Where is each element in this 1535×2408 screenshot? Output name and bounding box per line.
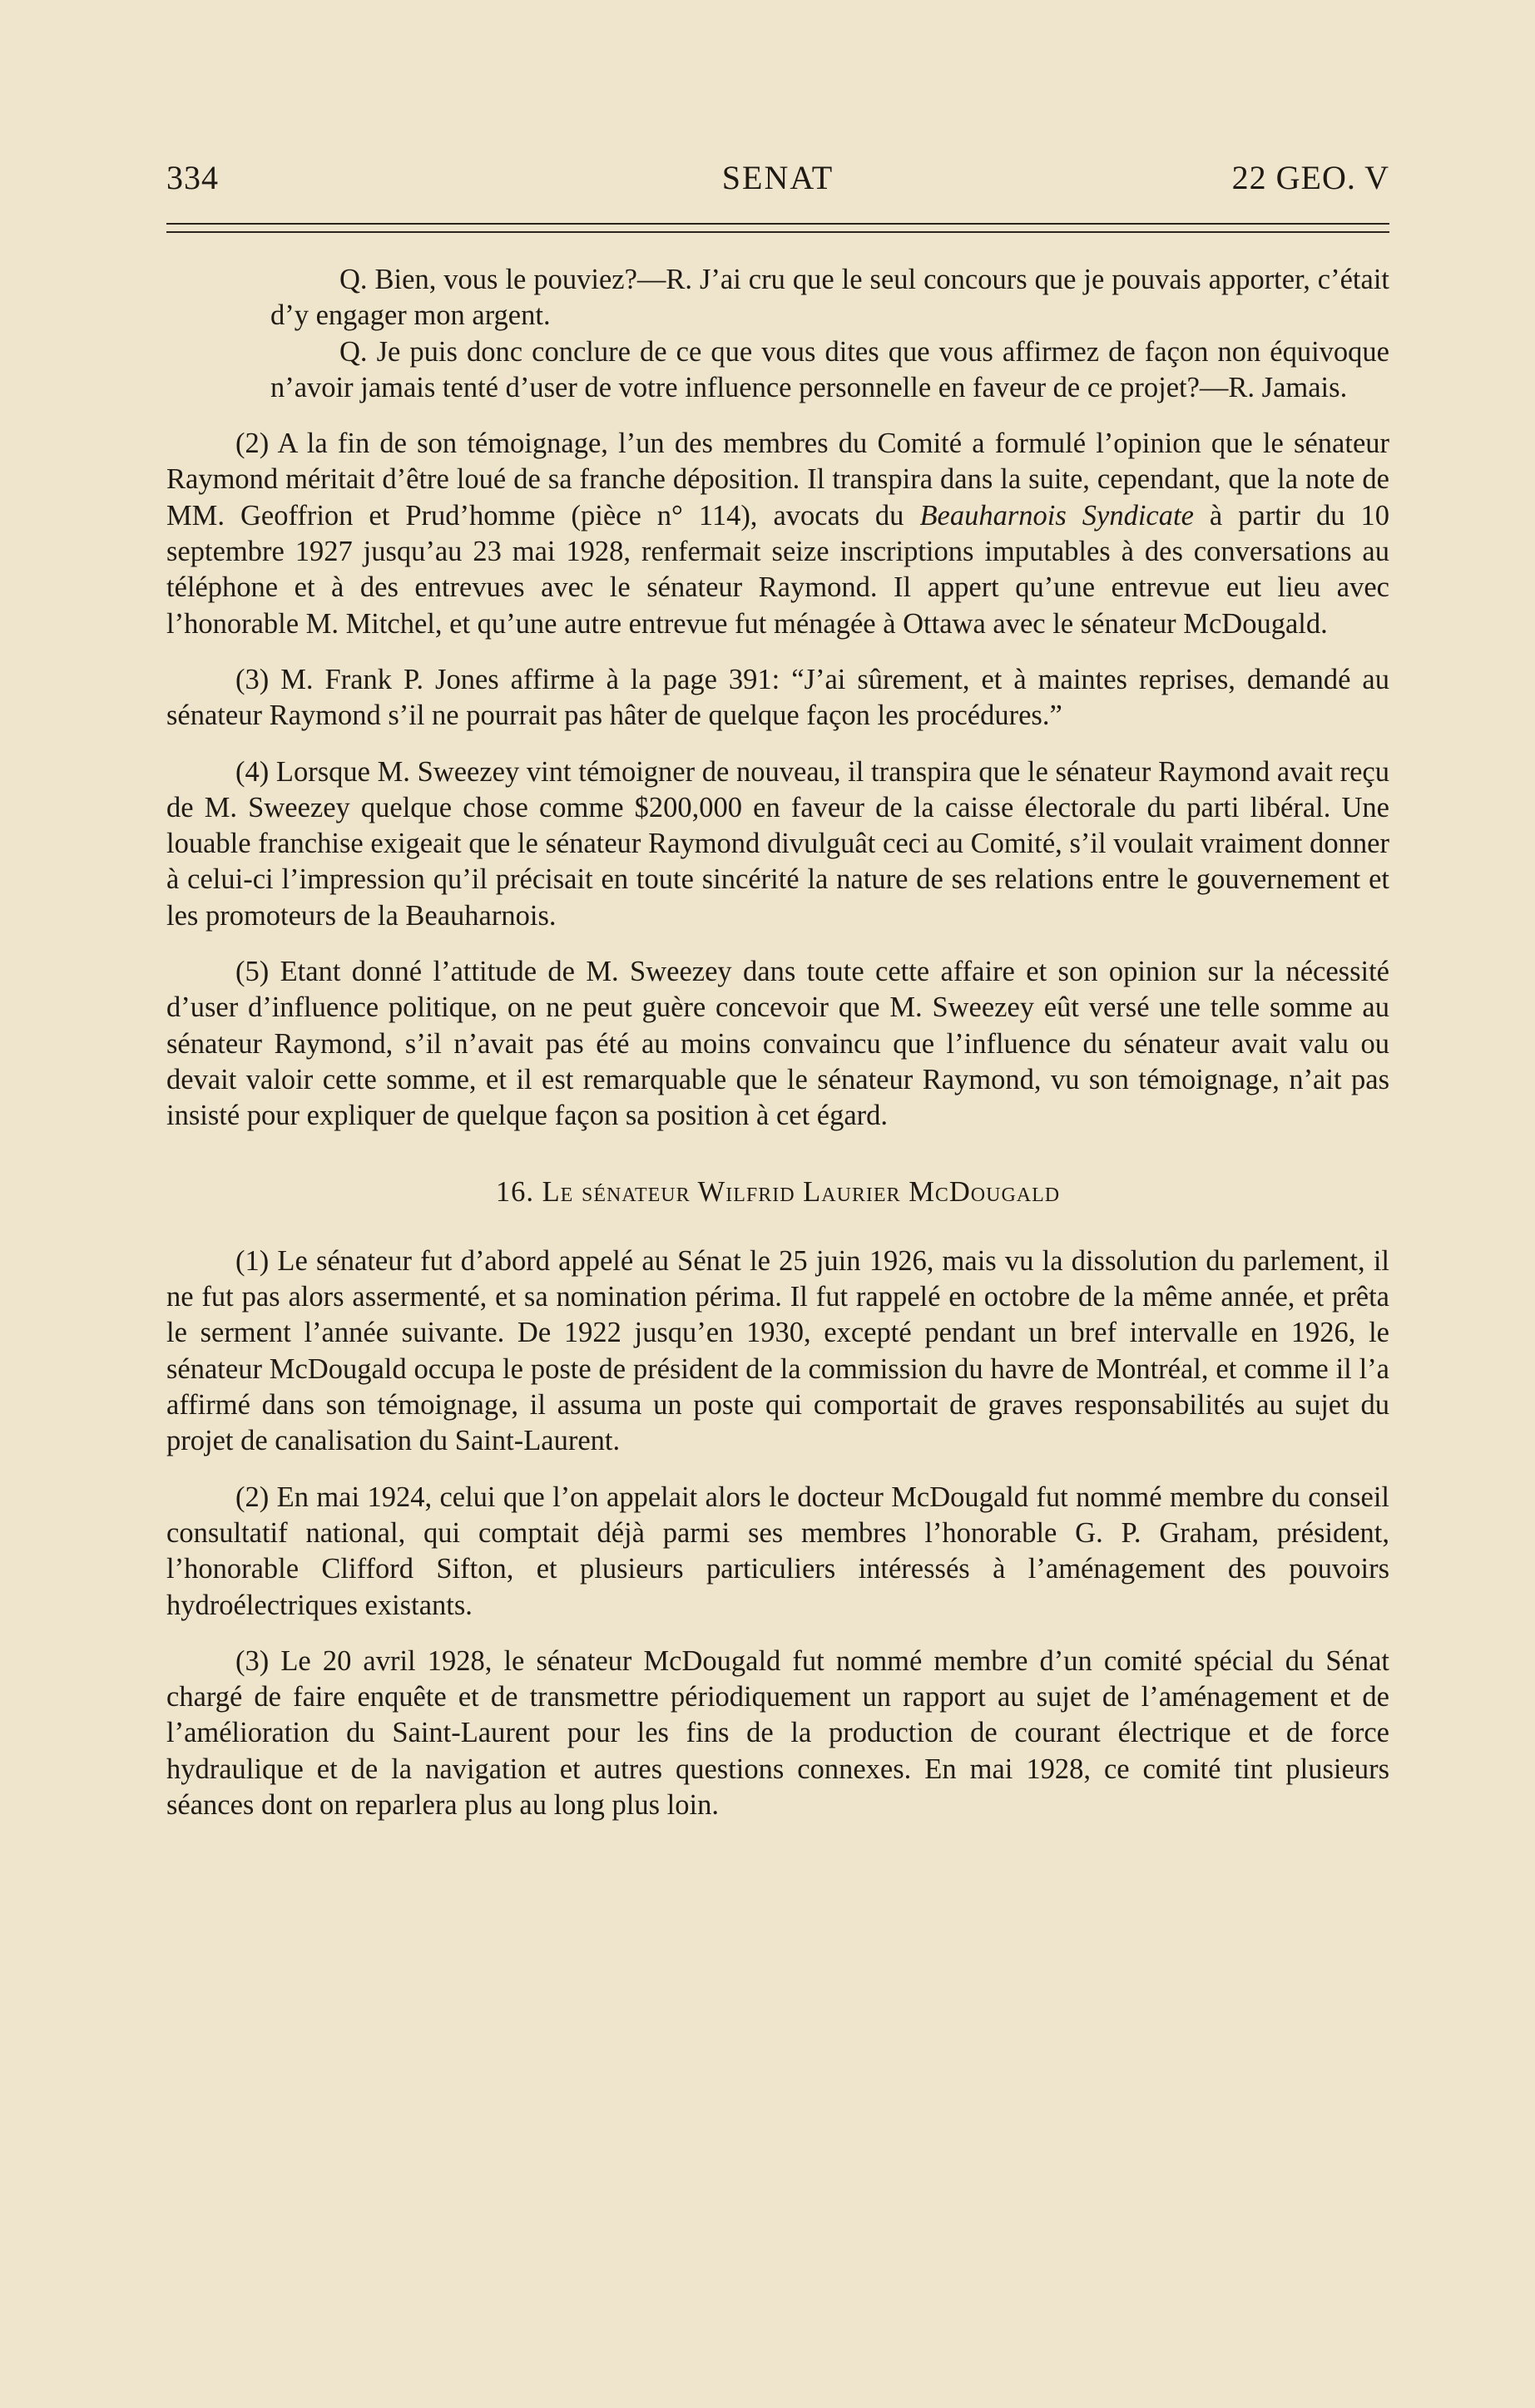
running-title: SENAT	[721, 159, 834, 196]
running-header	[166, 158, 1389, 208]
header-double-rule	[166, 223, 1389, 233]
page-body	[166, 262, 1389, 1823]
page-number: 334	[166, 159, 219, 196]
paragraph-15-5: (5) Etant donné l’attitude de M. Sweezey dans toute cette affaire et son opinion sur la nécessité d’user d’influence politique, on ne peut guère concevoir que M. Sweezey eût versé une telle somme au sénateur Raymond, s’il n’avait pas été au moins convaincu que l’influence du sénateur avait valu ou devait valoir cette somme, et il est remarquable que le sénateur Raymond, vu son témoignage, n’ait pas insisté pour expliquer de quelque façon sa position à cet égard.	[166, 956, 1389, 1132]
paragraph-15-3: (3) M. Frank P. Jones affirme à la page 391: “J’ai sûrement, et à maintes reprises, demandé au sénateur Raymond s’il ne pourrait pas hâter de quelque façon les procédures.”	[166, 663, 1389, 732]
qa-question-2: Q. Je puis donc conclure de ce que vous dites que vous affirmez de façon non équivoque n’avoir jamais tenté d’user de votre influence personnelle en faveur de ce projet?—R. Jamais.	[270, 335, 1389, 403]
paragraph-15-2-italic: Beauharnois Syndicate	[919, 499, 1194, 532]
paragraph-16-3: (3) Le 20 avril 1928, le sénateur McDougald fut nommé membre d’un comité spécial du Sénat chargé de faire enquête et de transmettre périodiquement un rapport au sujet de l’aménagement et de l’amélioration du Saint-Laurent pour les fins de la production de courant électrique et de force hydraulique et de la navigation et autres questions connexes. En mai 1928, ce comité tint plusieurs séances dont on reparlera plus au long plus loin.	[166, 1644, 1389, 1821]
volume-reference: 22 GEO. V	[1231, 159, 1389, 196]
qa-question-1: Q. Bien, vous le pouviez?—R. J’ai cru que le seul concours que je pouvais apporter, c’était d’y engager mon argent.	[270, 264, 1389, 332]
paragraph-15-2-part-b: à partir du 10 septembre 1927 jusqu’au 23 mai 1928, renfermait seize inscriptions imputables à des conversations au téléphone et à des entrevues avec le sénateur Raymond. Il appert qu’une entrevue eut lieu avec l’honorable M. Mitchel, et qu’une autre entrevue fut ménagée à Ottawa avec le sénateur McDougald.	[166, 499, 1389, 640]
paragraph-15-4: (4) Lorsque M. Sweezey vint témoigner de nouveau, il transpira que le sénateur Raymond avait reçu de M. Sweezey quelque chose comme $200,000 en faveur de la caisse électorale du parti libéral. Une louable franchise exigeait que le sénateur Raymond divulguât ceci au Comité, s’il voulait vraiment donner à celui-ci l’impression qu’il précisait en toute sincérité la nature de ses relations entre le gouvernement et les promoteurs de la Beauharnois.	[166, 755, 1389, 932]
section-heading	[166, 1174, 1389, 1210]
paragraph-15-2	[166, 426, 1389, 642]
paragraph-16-1: (1) Le sénateur fut d’abord appelé au Sénat le 25 juin 1926, mais vu la dissolution du parlement, il ne fut pas alors assermenté, et sa nomination périma. Il fut rappelé en octobre de la même année, et prêta le serment l’année suivante. De 1922 jusqu’en 1930, excepté pendant un bref intervalle en 1926, le sénateur McDougald occupa le poste de président de la commission du havre de Montréal, et comme il l’a affirmé dans son témoignage, il assuma un poste qui comportait de graves responsabilités au sujet du projet de canalisation du Saint-Laurent.	[166, 1244, 1389, 1457]
paragraph-15-2-part-a: (2) A la fin de son témoignage, l’un des membres du Comité a formulé l’opinion que le sénateur Raymond méritait d’être loué de sa franche déposition. Il transpira dans la suite, cependant, que la note de MM. Geoffrion et Prud’homme (pièce n° 114), avocats du	[166, 428, 1389, 532]
paragraph-16-2: (2) En mai 1924, celui que l’on appelait alors le docteur McDougald fut nommé membre du conseil consultatif national, qui comptait déjà parmi ses membres l’honorable G. P. Graham, président, l’honorable Clifford Sifton, et plusieurs particuliers intéressés à l’aménagement des pouvoirs hydroélectriques existants.	[166, 1481, 1389, 1621]
section-number: 16.	[495, 1175, 534, 1208]
section-title: Le sénateur Wilfrid Laurier McDougald	[542, 1175, 1061, 1208]
